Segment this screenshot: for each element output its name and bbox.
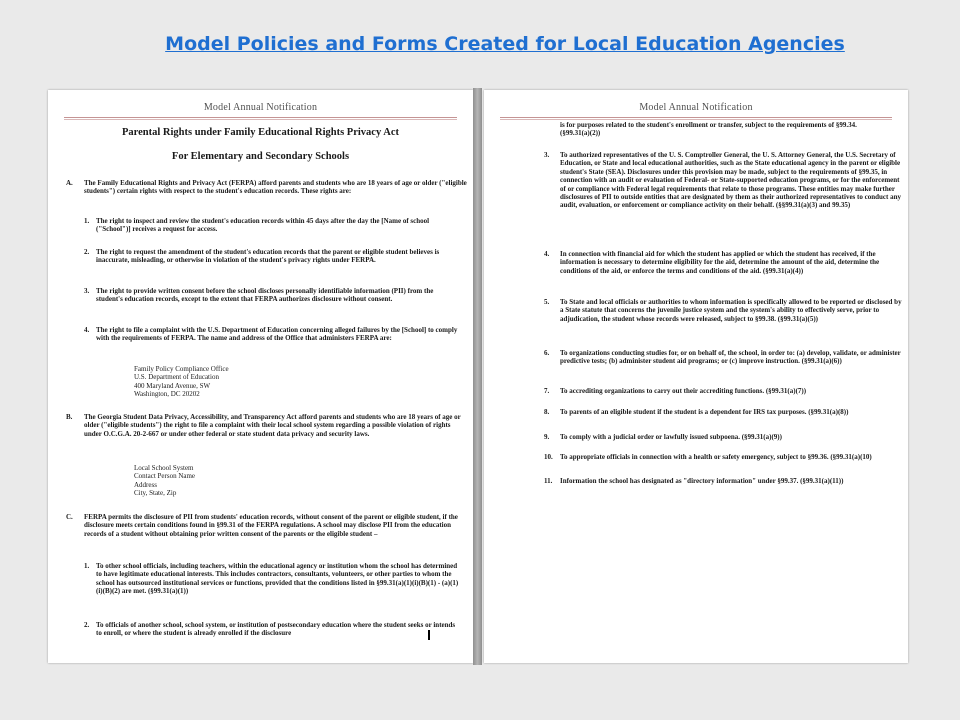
item-text: In connection with financial aid for which the student has applied or which the student has received, if the information is necessary to determine eligibility for the aid, determine the amount of the aid, determine the conditions of the aid, or enforce the terms and conditions of the aid. (§99.31(a)(4)) bbox=[560, 250, 880, 275]
list-item bbox=[84, 326, 461, 343]
item-text: Information the school has designated as "directory information" under §99.37. (§99.31(a)(11)) bbox=[560, 477, 844, 485]
section-marker: C. bbox=[66, 513, 73, 521]
item-marker: 11. bbox=[544, 477, 553, 485]
list-item bbox=[544, 387, 902, 395]
section-text: FERPA permits the disclosure of PII from students' education records, without consent of the parent or eligible student, if the disclosure meets certain conditions found in §99.31 of the FERPA regulations. A school may disclose PII from the education records of a student without obtaining prior written consent of the parents or the eligible student – bbox=[84, 513, 458, 538]
section-b bbox=[66, 413, 469, 438]
item-text: The right to request the amendment of the student's education records that the parent or eligible student believes is inaccurate, misleading, or otherwise in violation of the student's privacy rights under FERPA. bbox=[96, 248, 440, 265]
item-marker: 9. bbox=[544, 433, 550, 441]
ferpa-office-address bbox=[134, 365, 229, 399]
item-marker: 3. bbox=[544, 151, 550, 159]
header-rule bbox=[64, 117, 457, 118]
list-item bbox=[544, 453, 902, 461]
header-rule bbox=[500, 117, 892, 118]
address-line: Contact Person Name bbox=[134, 472, 196, 481]
address-line: Washington, DC 20202 bbox=[134, 390, 200, 399]
item-text: To officials of another school, school system, or institution of postsecondary education where the student seeks or intends to enroll, or where the student is already enrolled if the disclosure bbox=[96, 621, 456, 638]
item-text: The right to file a complaint with the U.S. Department of Education concerning alleged failures by the [School] to comply with the requirements of FERPA. The name and address of the Office that administers FERPA are: bbox=[96, 326, 458, 343]
item-marker: 8. bbox=[544, 408, 550, 416]
list-item bbox=[544, 349, 902, 366]
item-text: The right to inspect and review the student's education records within 45 days after the day the [Name of school ("School")] receives a request for access. bbox=[96, 217, 430, 234]
address-line: Family Policy Compliance Office bbox=[134, 365, 229, 373]
item-text: To comply with a judicial order or lawfully issued subpoena. (§99.31(a)(9)) bbox=[560, 433, 782, 441]
document-title: Parental Rights under Family Educational Rights Privacy Act bbox=[122, 127, 399, 138]
list-item bbox=[544, 408, 902, 416]
list-item bbox=[544, 298, 902, 323]
item-marker: 3. bbox=[84, 287, 90, 295]
section-c bbox=[66, 513, 469, 538]
item-text: To other school officials, including teachers, within the educational agency or institution whom the school has determined to have legitimate educational interests. This includes contractors, consultants, volunteers, or other parties to whom the school has outsourced institutional services or functions, provided that the conditions listed in §99.31(a)(1)(i)(B)(1) - (a)(1)(i)(B)(2) are met. (§99.31(a)(1)) bbox=[96, 562, 459, 596]
address-line: Local School System bbox=[134, 464, 194, 472]
document-page-left bbox=[48, 90, 473, 663]
section-text: The Georgia Student Data Privacy, Accessibility, and Transparency Act afford parents and students who are 18 years of age or older ("eligible students") the right to file a complaint with their local school system regarding a possible violation of rights under O.C.G.A. 20-2-667 or under other federal or state student data privacy and security laws. bbox=[84, 413, 461, 438]
continuation-text: is for purposes related to the student's enrollment or transfer, subject to the requirements of §99.34. (§99.31(a)(2)) bbox=[560, 121, 857, 138]
address-line: U.S. Department of Education bbox=[134, 373, 219, 382]
header-rule bbox=[64, 119, 457, 120]
item-text: To authorized representatives of the U. S. Comptroller General, the U. S. Attorney General, the U.S. Secretary of Education, or State and local educational authorities, such as the State educational agency in the parent or eligible student's State (SEA). Disclosures under this provision may be made, subject to the requirements of §99.35, in connection with an audit or evaluation of Federal- or State-supported education programs, or for the enforcement of or compliance with Federal legal requirements that relate to those programs. These entities may make further disclosures of PII to outside entities that are designated by them as their authorized representatives to conduct any audit, evaluation, or enforcement or compliance activity on their behalf. (§§99.31(a)(3) and 99.35) bbox=[560, 151, 901, 210]
local-school-address bbox=[134, 464, 195, 498]
item-marker: 1. bbox=[84, 217, 90, 225]
list-item bbox=[84, 621, 461, 638]
item-marker: 5. bbox=[544, 298, 550, 306]
header-rule bbox=[500, 119, 892, 120]
item-marker: 4. bbox=[544, 250, 550, 258]
item-text: To parents of an eligible student if the student is a dependent for IRS tax purposes. (§99.31(a)(8)) bbox=[560, 408, 849, 416]
list-item bbox=[84, 287, 461, 304]
document-page-right bbox=[484, 90, 908, 663]
section-a bbox=[66, 179, 469, 196]
item-marker: 4. bbox=[84, 326, 90, 334]
section-marker: B. bbox=[66, 413, 73, 421]
item-marker: 2. bbox=[84, 248, 90, 256]
text-cursor bbox=[428, 630, 430, 640]
address-line: 400 Maryland Avenue, SW bbox=[134, 381, 211, 390]
item-marker: 10. bbox=[544, 453, 553, 461]
item-text: To organizations conducting studies for, or on behalf of, the school, in order to: (a) develop, validate, or administer predictive tests; (b) administer student aid programs; or (c) improve instruction. (§99.31(a)(6)) bbox=[560, 349, 901, 366]
list-item bbox=[544, 151, 902, 210]
list-item bbox=[544, 477, 902, 485]
page-header: Model Annual Notification bbox=[639, 102, 753, 113]
list-item bbox=[84, 217, 461, 234]
document-subtitle: For Elementary and Secondary Schools bbox=[171, 151, 350, 162]
item-marker: 1. bbox=[84, 562, 90, 570]
item-marker: 2. bbox=[84, 621, 90, 629]
address-line: Address bbox=[134, 480, 157, 489]
item-text: To appropriate officials in connection with a health or safety emergency, subject to §99.36. (§99.31(a)(10) bbox=[560, 453, 872, 461]
item-text: The right to provide written consent before the school discloses personally identifiable information (PII) from the student's education records, except to the extent that FERPA authorizes disclosure without consent. bbox=[96, 287, 434, 304]
page-header: Model Annual Notification bbox=[203, 102, 318, 113]
item-marker: 6. bbox=[544, 349, 550, 357]
section-text: The Family Educational Rights and Privacy Act (FERPA) afford parents and students who are 18 years of age or older ("eligible students") certain rights with respect to the student's education records. These rights are: bbox=[84, 179, 467, 196]
list-item bbox=[84, 248, 461, 265]
list-item bbox=[544, 433, 902, 441]
item-text: To State and local officials or authorities to whom information is specifically allowed to be reported or disclosed by a State statute that concerns the juvenile justice system and the system's ability to effectively serve, prior to adjudication, the student whose records were released, subject to §99.38. (§99.31(a)(5)) bbox=[560, 298, 902, 323]
item-marker: 7. bbox=[544, 387, 550, 395]
address-line: City, State, Zip bbox=[134, 489, 177, 498]
page-divider bbox=[473, 88, 482, 665]
section-marker: A. bbox=[66, 179, 73, 187]
list-item bbox=[84, 562, 461, 596]
slide-title-link[interactable]: Model Policies and Forms Created for Local Education Agencies bbox=[165, 33, 845, 55]
item-text: To accrediting organizations to carry out their accrediting functions. (§99.31(a)(7)) bbox=[560, 387, 807, 395]
list-item bbox=[544, 250, 902, 275]
